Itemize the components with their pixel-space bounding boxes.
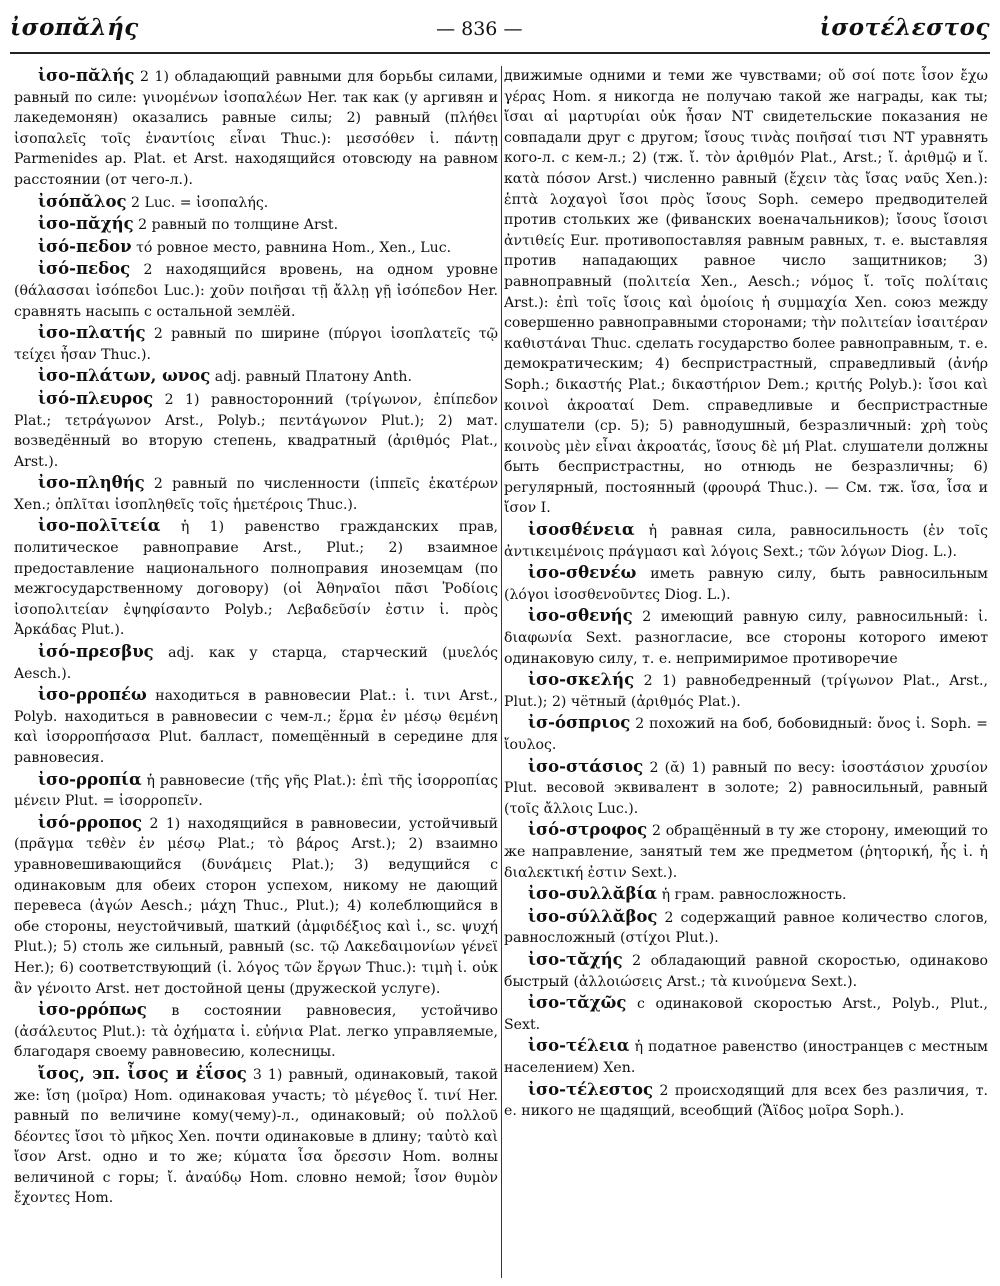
entry-definition: 2 похожий на боб, бобовидный: ὄνος ἰ. Soph. = ἴουλος. (504, 716, 988, 753)
dictionary-entry (504, 907, 988, 949)
entry-definition: иметь равную силу, быть равносильным (λόγοι ἰσοσθενοῦντες Diog. L.). (504, 566, 988, 603)
entry-definition: находиться в равновесии Plat.: ἰ. τινι Arst., Polyb. находиться в равновесии с чем-л.; ἕρμα ἐν μέσῳ θεμένη καὶ ἰσορροπήσασα Plut. балласт, помещённый в середине для равновесия. (14, 688, 498, 766)
dictionary-entry (504, 563, 988, 605)
entry-headword: ἰσο-τέλεια (528, 1036, 630, 1056)
dictionary-entry (14, 366, 498, 388)
entry-definition: 2 Luc. = ἰσοπαλής. (131, 194, 269, 211)
entry-definition: с одинаковой скоростью Arst., Polyb., Plut., Sext. (504, 996, 988, 1033)
dictionary-entry (14, 516, 498, 641)
entry-definition: adj. равный Платону Anth. (214, 369, 412, 386)
entry-headword: ἰσ-όσπριος (528, 713, 631, 733)
dictionary-entry (504, 1036, 988, 1078)
dictionary-entry (14, 192, 498, 214)
entry-headword: ἰσο-σκελής (528, 670, 635, 690)
entry-definition: 2 происходящий для всех без различия, т. е. никого не щадящий, всеобщий (Ἄϊδος μοῖρα Soph.). (504, 1082, 988, 1120)
entry-definition: 2 равный по ширине (πύργοι ἰσοπλατεῖς τῷ τείχει ἦσαν Thuc.). (14, 326, 498, 363)
dictionary-entry (504, 1080, 988, 1122)
left-running-headword: ἰσοπᾰλής (10, 14, 139, 41)
entry-definition: 2 1) находящийся в равновесии, устойчивый (πρᾶγμα τεθὲν ἐν μέσῳ Plat.; τὸ βάρος Arst.); 2) взаимно уравновешивающийся (δυνάμεις Plat.); 3) ведущийся с одинаковым для обеих сторон успехом, никому не дающий перевеса (ἀγών Aesch.; μάχη Thuc., Plut.); 4) колеблющийся в обе стороны, неустойчивый, шаткий (ἀμφιδέξιος καὶ ἰ., sc. ψυχή Plut.); 5) столь же сильный, равный (sc. τῷ Λακεδαιμονίων γένεϊ Her.); 6) соответствующий (ἰ. λόγος τῶν ἔργων Thuc.): τιμὴ ἰ. οὐκ ἂν γένοιτο Arst. нет достойной цены (дружеской услуге). (14, 815, 498, 997)
dictionary-entry (504, 670, 988, 712)
entry-headword: ἰσό-πλευρος (38, 388, 154, 408)
entry-definition: ἡ 1) равенство гражданских прав, политическое равноправие Arst., Plut.; 2) взаимное предоставление национального полноправия иноземцам (по межгосударственному договору) (οἱ Ἀθηναῖοι πᾶσι Ῥοδίοις ἰσοπολιτείαν ἐψηφίσαντο Polyb.; Λεβαδεῦσίν ἐστιν ἰ. πρὸς Ἀρκάδας Plut.). (14, 519, 498, 639)
entry-headword: ἰσο-πολῑτεία (38, 516, 161, 536)
entry-definition: ἡ равная сила, равносильность (ἐν τοῖς ἀντικειμένοις πράγμασι καὶ λόγοις Sext.; τῶν λόγων Diog. L.). (504, 523, 988, 560)
entry-definition: 2 находящийся вровень, на одном уровне (θάλασσαι ἰσόπεδοι Luc.): χοῦν ποιῆσαι τῇ ἄλλῃ γῇ ἰσόπεδον Her. сравнять насыпь с остальной землёй. (14, 262, 498, 320)
entry-headword: ἰσό-πρεσβυς (38, 642, 154, 662)
entry-headword: ἰσο-πᾰχής (38, 214, 134, 234)
entry-headword: ἰσο-σθενής (528, 606, 633, 626)
entry-definition: ἡ равновесие (τῆς γῆς Plat.): ἐπὶ τῆς ἰσορροπίας μένειν Plut. = ἰσορροπεῖν. (14, 772, 498, 810)
entry-definition: 2 содержащий равное количество слогов, равносложный (στίχοι Plut.). (504, 909, 988, 947)
entry-headword: ἰσό-ρροπος (38, 812, 143, 832)
dictionary-entry (14, 1000, 498, 1063)
entry-headword: ἰσο-στάσιος (528, 756, 644, 776)
entry-definition: ἡ грам. равносложность. (661, 887, 847, 904)
entry-definition: ἡ податное равенство (иностранцев с местным населением) Xen. (504, 1039, 988, 1076)
entry-headword: ἰσο-πᾰλής (38, 66, 135, 85)
entry-definition: 2 1) обладающий равными для борьбы силами, равный по силе: γινομένων ἰσοπαλέων Her. так как (у аргивян и лакедемонян) оказались равные силы; 2) равный (πλήθει ἰσοπαλεῖς τοῖς ἐναντίοις εἶναι Thuc.): μεσσόθεν ἰ. πάντῃ Parmenides ap. Plat. et Arst. находящийся отовсюду на равном расстоянии (от чего-л.). (14, 69, 498, 188)
dictionary-entry (14, 770, 498, 812)
entry-headword: ἰσό-πεδος (38, 259, 131, 279)
entry-definition: τό ровное место, равнина Hom., Xen., Luc. (136, 239, 452, 256)
dictionary-entry (14, 66, 498, 191)
entry-headword: ἰσο-ρρόπως (38, 1000, 147, 1020)
columns (14, 66, 988, 1278)
dictionary-entry (504, 993, 988, 1035)
entry-headword: ἰσό-πεδον (38, 236, 132, 256)
entry-headword: ἰσο-ρροπέω (38, 685, 147, 705)
dictionary-entry (14, 642, 498, 684)
dictionary-entry (504, 757, 988, 820)
left-column (14, 66, 498, 1278)
entry-headword: ἰσο-σύλλᾰβος (528, 906, 658, 926)
dictionary-entry (14, 323, 498, 365)
dictionary-entry (504, 520, 988, 562)
dictionary-entry (14, 473, 498, 515)
entry-headword: ἰσο-τᾰχῶς (528, 993, 627, 1013)
header-rule (10, 52, 990, 54)
entry-headword: ἰσο-πλάτων, ωνος (38, 366, 211, 386)
entry-definition: 2 обращённый в ту же сторону, имеющий то же направление, занятый тем же предметом (ῥητορική, ἧς ἰ. ἡ διαλεκτική ἐστιν Sext.). (504, 823, 988, 881)
entry-headword: ἰσο-ρροπία (38, 769, 142, 789)
entry-headword: ἰσο-συλλᾰβία (528, 884, 658, 904)
entry-definition: 3 1) равный, одинаковый, такой же: ἴση (μοῖρα) Hom. одинаковая участь; τὸ μέγεθος ἴ. τινί Her. равный по величине кому(чему)-л., одинаковый; οὐ πολλοῦ δέοντες ἴσοι τὸ μῆκος Xen. почти одинаковые в длину; ταὐτὸ καὶ ἴσον Arst. одно и то же; κύματα ἶσα ὄρεσσιν Hom. волны величиной с горы; ἴ. ἀναύδῳ Hom. словно немой; ἶσον θυμὸν ἔχοντες Hom. (14, 1066, 498, 1207)
entry-definition: adj. как у старца, старческий (μυελός Aesch.). (14, 645, 498, 682)
entry-headword: ἰσοσθένεια (528, 520, 635, 540)
entry-headword: ἰσό-στροφος (528, 820, 648, 840)
entry-definition: 2 обладающий равной скоростью, одинаково быстрый (ἀλλοιώσεις Arst.; τὰ κινούμενα Sext.). (504, 952, 988, 990)
entry-headword: ἰσο-πληθής (38, 473, 145, 493)
right-column (504, 66, 988, 1278)
entry-definition: 2 равный по численности (ἱππεῖς ἑκατέρων Xen.; ὁπλῖται ἰσοπληθεῖς τοῖς ἡμετέροις Thuc.). (14, 476, 498, 513)
dictionary-entry (14, 259, 498, 322)
dictionary-entry (14, 214, 498, 236)
entry-definition: в состоянии равновесия, устойчиво (ἀσάλευτος Plut.): τὰ ὀχήματα ἰ. εὐήνια Plat. легко управляемые, благодаря своему равновесию, колесницы. (14, 1003, 498, 1061)
entry-definition: 2 1) равносторонний (τρίγωνον, ἐπίπεδον Plat.; τετράγωνον Arst., Polyb.; πεντάγωνον Plut.); 2) мат. возведённый во вторую степень, квадратный (ἀριθμός Plat., Arst.). (14, 391, 498, 470)
entry-definition: 2 равный по толщине Arst. (138, 217, 339, 234)
dictionary-entry (504, 66, 988, 519)
entry-definition: 2 (ᾰ) 1) равный по весу: ἰσοστάσιον χρυσίον Plut. весовой эквивалент в золоте; 2) равносильный, равный (τοῖς ἄλλοις Luc.). (504, 759, 988, 817)
dictionary-entry (504, 820, 988, 883)
entry-definition: 2 1) равнобедренный (τρίγωνον Plat., Arst., Plut.); 2) чётный (ἀριθμός Plat.). (504, 673, 988, 710)
dictionary-entry (504, 713, 988, 755)
entry-headword: ἰσο-τέλεστος (528, 1079, 654, 1099)
right-running-headword: ἰσοτέλεστος (819, 14, 990, 41)
dictionary-entry (504, 884, 988, 906)
dictionary-entry (14, 1064, 498, 1209)
dictionary-entry (14, 813, 498, 999)
entry-headword: ἴσος, эп. ἶσος и ἐΐσος (38, 1063, 247, 1083)
entry-headword: ἰσο-σθενέω (528, 563, 637, 583)
dictionary-entry (504, 606, 988, 669)
dictionary-entry (14, 685, 498, 768)
entry-headword: ἰσο-πλατής (38, 323, 146, 343)
entry-definition: 2 имеющий равную силу, равносильный: ἰ. διαφωνία Sext. разногласие, все стороны которого имеют одинаковую силу, т. е. непримиримое противоречие (504, 609, 988, 667)
dictionary-entry (14, 237, 498, 259)
entry-headword: ἰσο-τᾰχής (528, 949, 623, 969)
dictionary-entry (14, 389, 498, 472)
column-divider (501, 66, 502, 1278)
entry-headword: ἰσόπᾰλος (38, 191, 127, 211)
page-number: — 836 — (436, 18, 523, 40)
page-header (10, 14, 990, 44)
dictionary-entry (504, 950, 988, 992)
entry-definition: движимые одними и теми же чувствами; οὔ σοί ποτε ἶσον ἔχω γέρας Hom. я никогда не получаю такой же награды, как ты; ἴσαι αἱ μαρτυρίαι οὐκ ἦσαν NT свидетельские показания не совпадали друг с другом; ἴσους τινὰς ποιῆσαί τισι NT уравнять кого-л. с кем-л.; 2) (тж. ἴ. τὸν ἀριθμόν Plat., Arst.; ἴ. ἀριθμῷ и ἴ. κατὰ πόσον Arst.) численно равный (ἔχειν τὰς ἴσας ναῦς Xen.): ἑπτὰ λοχαγοὶ ἴσοι πρὸς ἴσους Soph. семеро предводителей против стольких же (фиванских военачальников); ἴσους ἴσοισι ἀντιθείς Eur. противопоставляя равным равных, т. е. выставляя против нападающих равное число защитников; 3) равноправный (πολιτεία Xen., Aesch.; νόμος ἴ. τοῖς πολίταις Arst.): ἐπὶ τοῖς ἴσοις καὶ ὁμοίοις ἡ συμμαχία Xen. союз между совершенно равноправными сторонами; τὴν πολιτείαν ἰσαιτέραν καθιστάναι Thuc. сделать государство более равноправным, т. е. демократическим; 4) беспристрастный, справедливый (ἀνήρ Soph.; δικαστής Plat.; δικαστήριον Dem.; κριτής Polyb.): ἴσοι καὶ κοινοὶ ἀκροαταί Dem. справедливые и беспристрастные слушатели (ср. 5); 5) равнодушный, безразличный: χρὴ τοὺς κοινοὺς μὲν εἶναι ἀκροατάς, ἴσους δὲ μή Plat. слушатели должны быть беспристрастны, но отнюдь не безразличны; 6) регулярный, постоянный (φρουρά Thuc.). — См. тж. ἴσα, ἶσα и ἴσον I. (504, 68, 988, 517)
